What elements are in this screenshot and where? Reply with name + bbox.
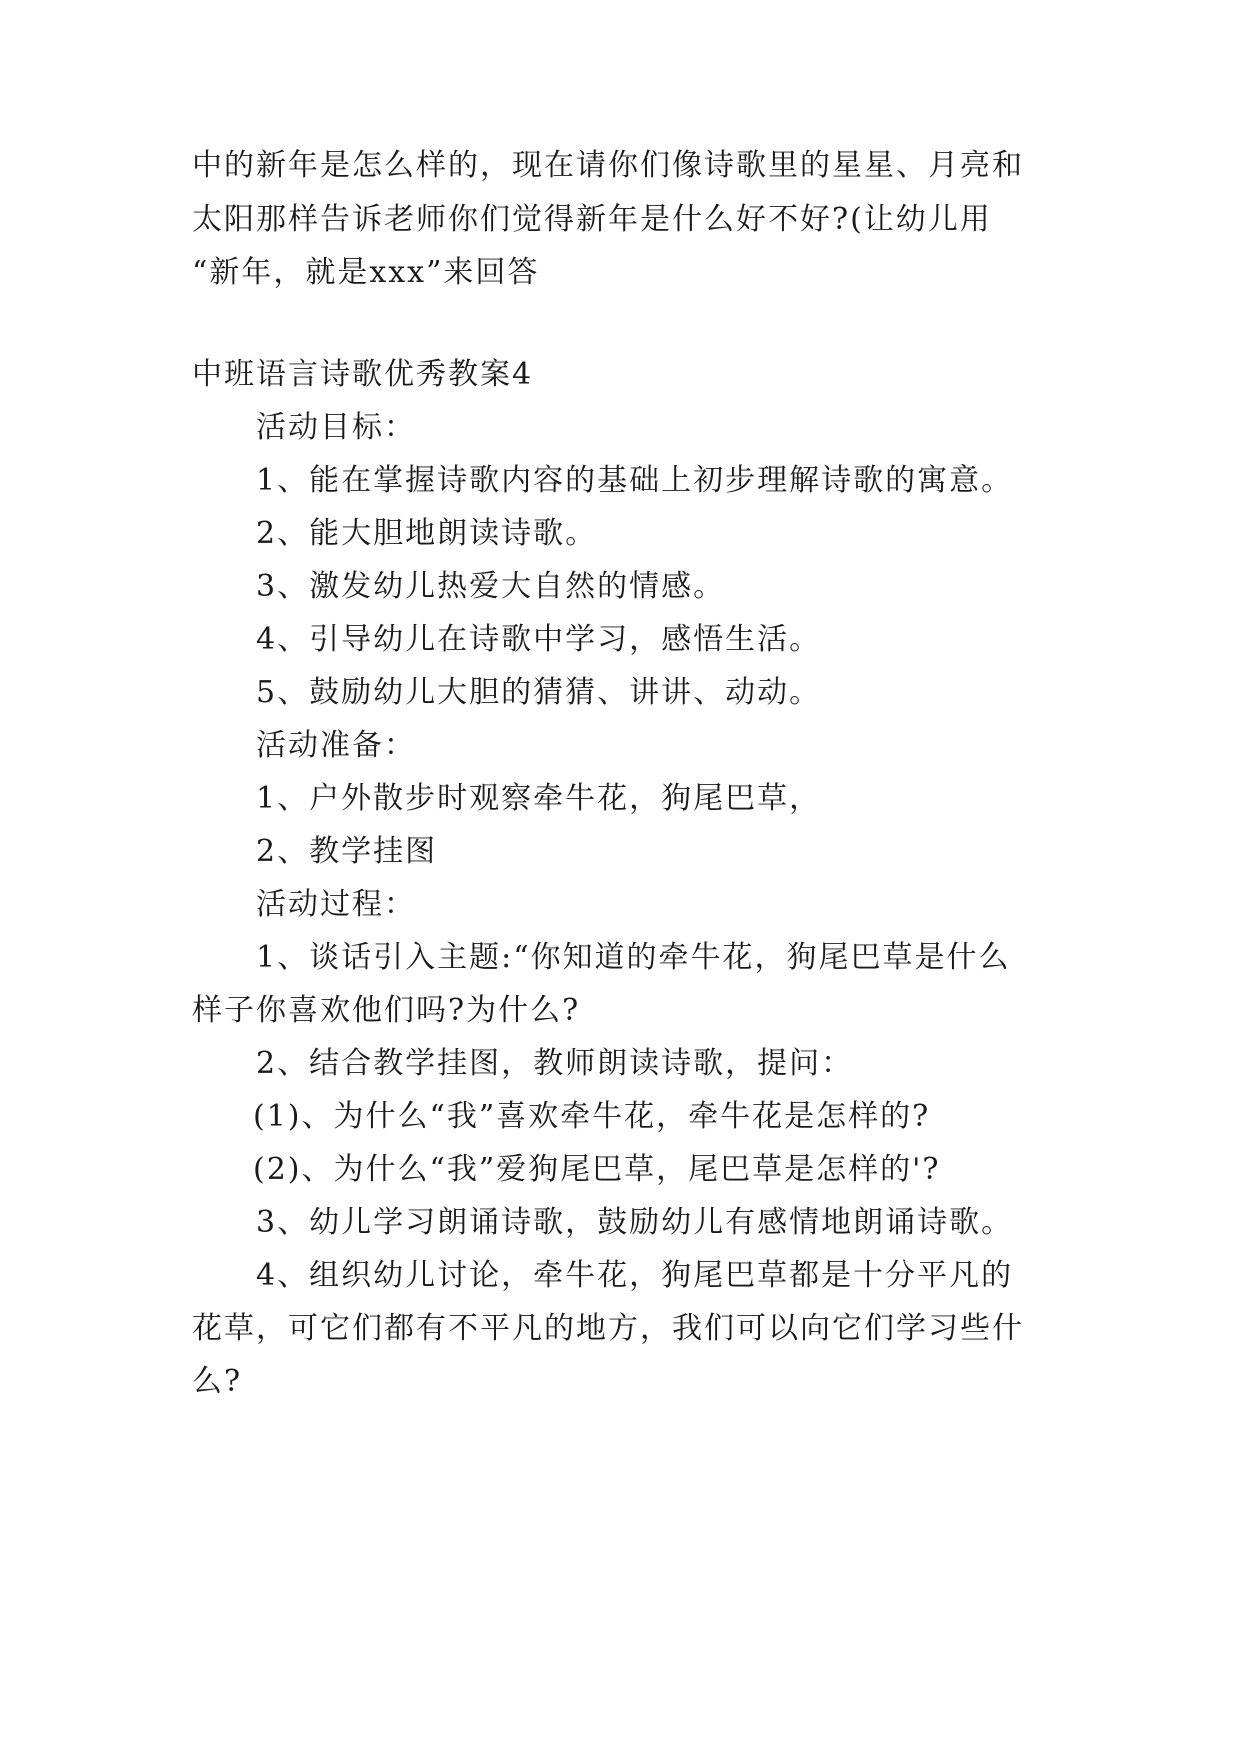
question-1: (1)、为什么“我”喜欢牵牛花，牵牛花是怎样的? bbox=[253, 1099, 931, 1134]
goal-item: 5、鼓励幼儿大胆的猜猜、讲讲、动动。 bbox=[256, 675, 822, 710]
process-step-4-continued: 花草，可它们都有不平凡的地方，我们可以向它们学习些什 bbox=[192, 1311, 1024, 1346]
preparation-item: 1、户外散步时观察牵牛花，狗尾巴草， bbox=[256, 781, 822, 816]
question-2: (2)、为什么“我”爱狗尾巴草，尾巴草是怎样的'? bbox=[253, 1152, 941, 1187]
goal-item: 3、激发幼儿热爱大自然的情感。 bbox=[256, 569, 726, 604]
paragraph-line: 中的新年是怎么样的，现在请你们像诗歌里的星星、月亮和 bbox=[192, 148, 1024, 183]
paragraph-line: “新年，就是xxx”来回答 bbox=[192, 255, 540, 290]
goal-item: 1、能在掌握诗歌内容的基础上初步理解诗歌的寓意。 bbox=[256, 463, 1014, 498]
process-step-1-continued: 样子你喜欢他们吗?为什么? bbox=[192, 993, 581, 1028]
process-step-1: 1、谈话引入主题:“你知道的牵牛花，狗尾巴草是什么 bbox=[256, 940, 1011, 975]
process-step-2: 2、结合教学挂图，教师朗读诗歌，提问： bbox=[256, 1046, 854, 1081]
process-heading: 活动过程： bbox=[256, 887, 416, 922]
process-step-4-continued: 么? bbox=[192, 1364, 243, 1399]
goals-heading: 活动目标： bbox=[256, 410, 416, 445]
preparation-heading: 活动准备： bbox=[256, 728, 416, 763]
goal-item: 2、能大胆地朗读诗歌。 bbox=[256, 516, 598, 551]
section-title: 中班语言诗歌优秀教案4 bbox=[192, 357, 534, 392]
process-step-3: 3、幼儿学习朗诵诗歌，鼓励幼儿有感情地朗诵诗歌。 bbox=[256, 1205, 1014, 1240]
paragraph-line: 太阳那样告诉老师你们觉得新年是什么好不好?(让幼儿用 bbox=[192, 202, 992, 237]
process-step-4: 4、组织幼儿讨论，牵牛花，狗尾巴草都是十分平凡的 bbox=[256, 1258, 1014, 1293]
preparation-item: 2、教学挂图 bbox=[256, 834, 438, 869]
goal-item: 4、引导幼儿在诗歌中学习，感悟生活。 bbox=[256, 622, 822, 657]
